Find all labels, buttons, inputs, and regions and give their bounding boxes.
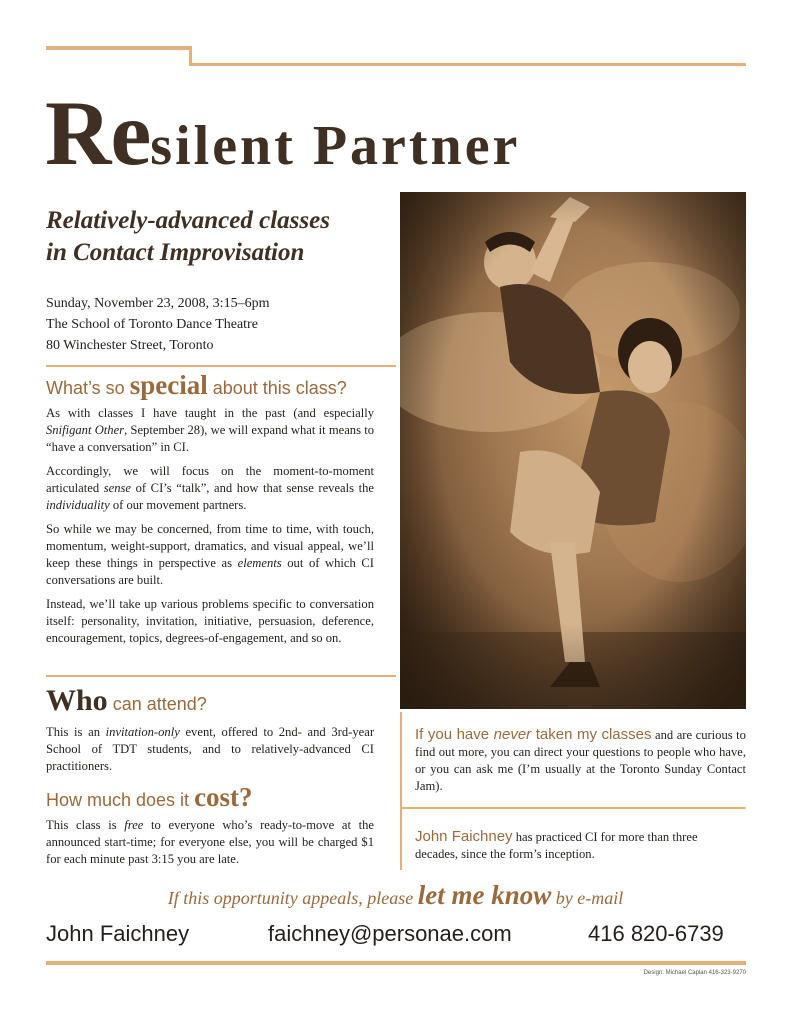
bio-name: John Faichney	[415, 828, 513, 845]
bio-text: has practiced CI for more than three decades, since the form’s inception.	[415, 830, 698, 861]
subtitle-line-2: in Contact Improvisation	[46, 239, 305, 266]
cost-head-emph: cost?	[194, 782, 253, 812]
who-heading	[46, 684, 207, 718]
cost-heading	[46, 782, 253, 813]
special-paragraph-4: Instead, we’ll take up various problems specific to conversation itself: personality, invitation, initiative, persuasion, deference, encouragement, topics, degrees-of-engagement, and so on.	[46, 597, 374, 645]
who-head-emph: Who	[46, 684, 108, 717]
never-block	[415, 726, 746, 795]
bio-block	[415, 828, 735, 863]
special-head-pre: What’s so	[46, 378, 130, 398]
contact-name: John Faichney	[46, 921, 190, 946]
cta-lead: If this opportunity appeals, please	[167, 888, 418, 908]
special-paragraph-3: So while we may be concerned, from time to time, with touch, momentum, weight-support, dramatics, and visual appeal, we’ll keep these things in perspective as elements out of which CI conversations are built.	[46, 522, 374, 587]
who-body: This is an invitation-only event, offered to 2nd- and 3rd-year School of TDT students, and to relatively-advanced CI practitioners.	[46, 725, 375, 773]
special-body	[46, 405, 374, 654]
top-rule-left	[46, 46, 191, 50]
event-address: 80 Winchester Street, Toronto	[46, 338, 214, 353]
special-heading	[46, 370, 347, 401]
right-vertical-rule	[400, 712, 402, 870]
never-text: and are curious to find out more, you can direct your questions to people who have, or you can ask me (I’m usually at the Toronto Sunday Contact Jam).	[415, 728, 746, 793]
who-head-post: can attend?	[107, 694, 207, 714]
page-title	[45, 80, 520, 186]
bottom-rule	[46, 961, 746, 965]
title-rest: silent Partner	[150, 115, 521, 177]
event-info	[46, 293, 269, 356]
rule-after-special	[46, 675, 396, 677]
subtitle-line-1: Relatively-advanced classes	[46, 207, 330, 234]
subtitle	[46, 205, 396, 269]
cta-tail: by e-mail	[551, 888, 624, 908]
event-datetime: Sunday, November 23, 2008, 3:15–6pm	[46, 296, 270, 311]
contact-email[interactable]: faichney@personae.com	[268, 921, 512, 946]
top-rule-right	[189, 63, 746, 66]
design-credit: Design: Michael Caplan 416-323-9270	[643, 970, 746, 976]
special-head-post: about this class?	[207, 378, 347, 398]
vintage-acrobat-photo	[400, 192, 746, 709]
title-first: Re	[45, 82, 151, 184]
special-paragraph-1: As with classes I have taught in the past (and especially Snifigant Other, September 28), we will expand what it means to “have a conversation” in CI.	[46, 406, 374, 454]
call-to-action	[0, 880, 791, 911]
rule-right-mid	[400, 807, 746, 809]
special-head-emph: special	[129, 370, 208, 400]
cost-head-pre: How much does it	[46, 790, 195, 810]
cta-emph: let me know	[417, 880, 552, 910]
never-heading: If you have never taken my classes	[415, 726, 652, 743]
rule-after-event	[46, 365, 396, 367]
cost-body: This class is free to everyone who’s ready-to-move at the announced start-time; for everyone else, you will be charged $1 for each minute past 3:15 you are late.	[46, 818, 375, 866]
special-paragraph-2: Accordingly, we will focus on the moment-to-moment articulated sense of CI’s “talk”, and how that sense reveals the individuality of our movement partners.	[46, 464, 374, 512]
contact-phone[interactable]: 416 820-6739	[588, 921, 724, 946]
event-venue: The School of Toronto Dance Theatre	[46, 317, 258, 332]
photo-illustration	[400, 192, 746, 709]
